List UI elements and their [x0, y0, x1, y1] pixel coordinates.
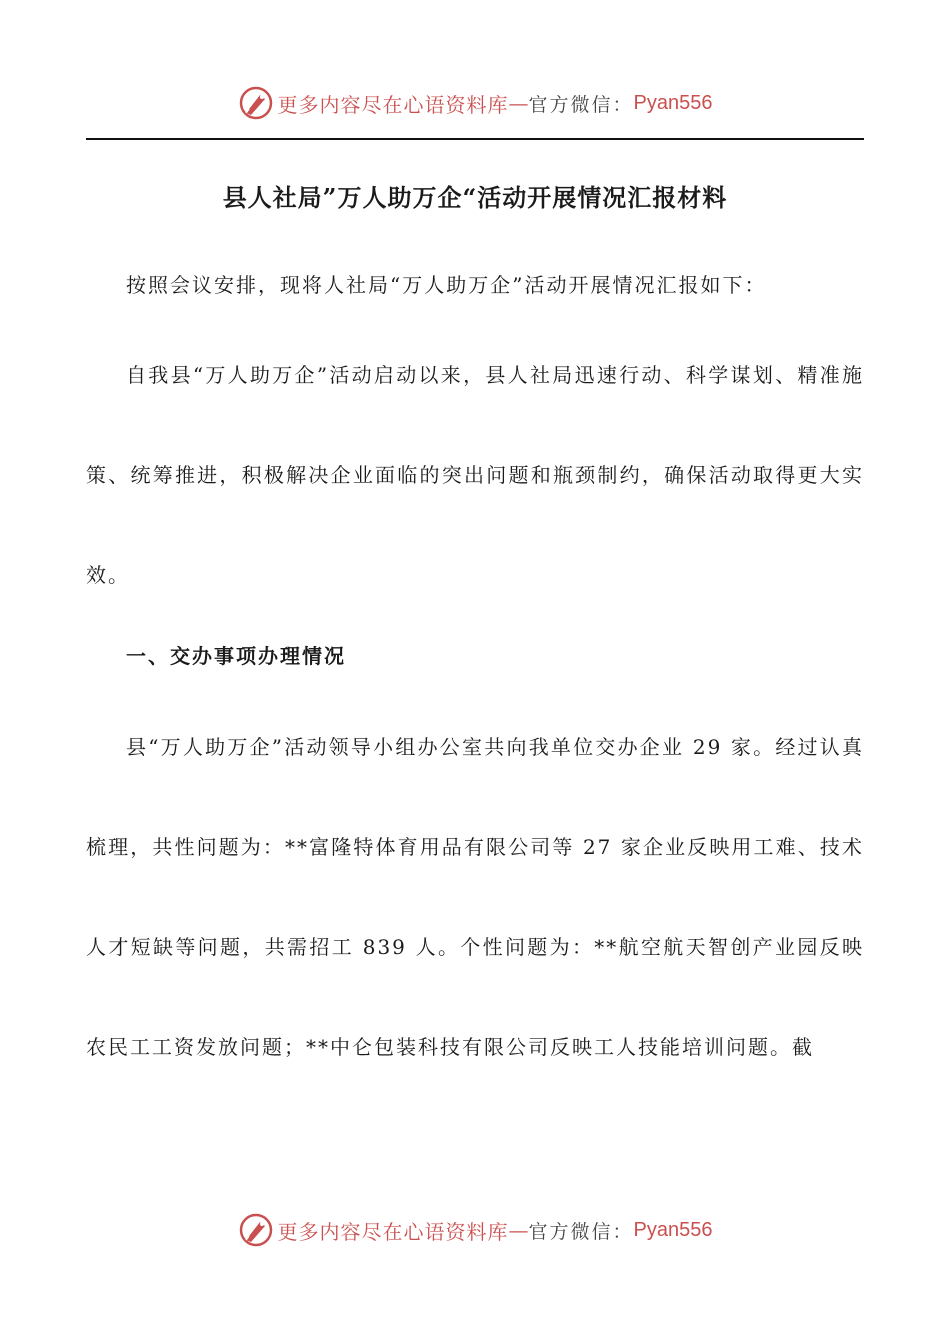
- body-paragraph-1: 自我县“万人助万企”活动启动以来，县人社局迅速行动、科学谋划、精准施策、统筹推进，积极解决企业面临的突出问题和瓶颈制约，确保活动取得更大实效。: [86, 363, 864, 587]
- footer-wechat-label: 官方微信：: [528, 1220, 634, 1243]
- header-brand-text: 更多内容尽在心语资料库: [277, 92, 509, 117]
- body-paragraph-2: 县“万人助万企”活动领导小组办公室共向我单位交办企业 29 家。经过认真梳理，共性问题为：**富隆特体育用品有限公司等 27 家企业反映用工难、技术人才短缺等问题，共需招工 839 人。个性问题为：**航空航天智创产业园反映农民工工资发放问题；**中仑包装科技有限公司反映工人技能培训问题。截: [86, 735, 864, 1059]
- footer-brand-text: 更多内容尽在心语资料库: [277, 1219, 509, 1244]
- header-divider: [86, 138, 864, 140]
- footer-banner: [0, 1210, 950, 1250]
- header-banner: [0, 83, 950, 123]
- intro-paragraph: 按照会议安排，现将人社局“万人助万企”活动开展情况汇报如下：: [126, 273, 767, 297]
- document-title: 县人社局”万人助万企“活动开展情况汇报材料: [222, 183, 728, 212]
- pen-nib-icon: [238, 85, 274, 121]
- footer-wechat-id: Pyan556: [633, 1218, 713, 1241]
- header-dash: —: [508, 91, 529, 115]
- pen-nib-icon: [238, 1212, 274, 1248]
- header-wechat-id: Pyan556: [633, 91, 713, 114]
- header-wechat-label: 官方微信：: [528, 93, 634, 116]
- footer-dash: —: [508, 1218, 529, 1242]
- section-heading-1: 一、交办事项办理情况: [126, 644, 346, 668]
